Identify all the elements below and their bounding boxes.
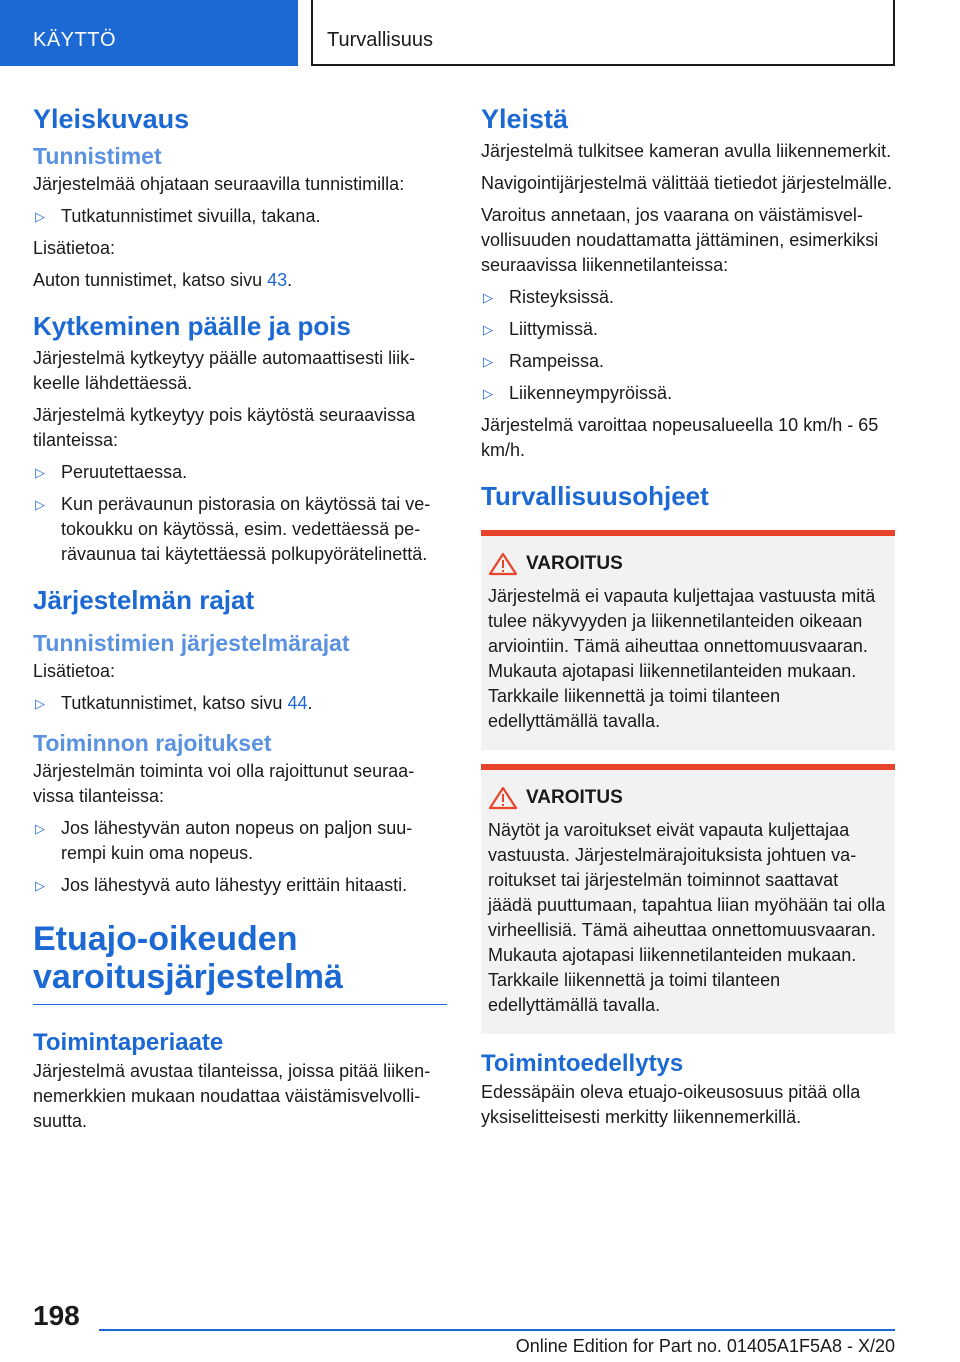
prereq-heading: Toimintoedellytys	[481, 1050, 684, 1077]
principle-text: Järjestelmä avustaa tilanteissa, joissa pitää liikennemerkkien mukaan noudattaa väistämisvelvollisuutta.	[33, 1061, 431, 1131]
prereq-text: Edessäpäin oleva etuajo-oikeusosuus pitää olla yksiselitteisesti merkitty liikennemerkillä.	[481, 1082, 861, 1127]
more-info-text: Auton tunnistimet, katso sivu 43.	[33, 270, 293, 290]
limits-heading: Järjestelmän rajat	[33, 585, 255, 615]
principle-heading: Toimintaperiaate	[33, 1029, 224, 1056]
list-item: ▷ Tutkatunnistimet, katso sivu 44.	[33, 691, 447, 716]
list-item: ▷ Jos lähestyvä auto lähestyy erittäin hitaasti.	[33, 873, 447, 898]
left-column	[33, 98, 447, 1141]
general-text-2: Navigointijärjestelmä välittää tietiedot järjestelmälle.	[481, 173, 893, 193]
onoff-list	[33, 460, 447, 567]
warning-header	[488, 552, 887, 576]
sensor-limits-heading: Tunnistimien järjestelmärajat	[33, 630, 350, 656]
warning-text: Järjestelmä ei vapauta kuljettajaa vastuusta mitä tulee näkyvyyden ja liikennetilanteiden oikeaan arviointiin. Tämä aiheuttaa onnettomuusvaaran. Mukauta ajotapasi liikennetilanteiden mukaan. Tarkkaile liikennettä ja toimi tilanteen edellyttämällä tavalla.	[488, 586, 876, 731]
overview-heading: Yleiskuvaus	[33, 104, 190, 134]
func-limits-list	[33, 816, 447, 898]
triangle-right-icon: ▷	[483, 322, 493, 337]
general-text-3: Varoitus annetaan, jos vaarana on väistämisvelvollisuuden noudattamatta jättäminen, esimerkiksi seuraavissa liikennetilanteissa:	[481, 205, 879, 275]
list-item: ▷ Kun perävaunun pistorasia on käytössä tai vetokoukku on käytössä, esim. vedettäessä perävaunua tai käytettäessä polkupyörätelinettä.	[35, 494, 431, 564]
general-list	[481, 285, 895, 406]
warning-header	[488, 786, 887, 810]
warning-triangle-icon	[488, 786, 518, 810]
section-tab: KÄYTTÖ	[0, 0, 298, 66]
page-link-44[interactable]: 44	[287, 693, 308, 713]
triangle-right-icon: ▷	[35, 209, 45, 224]
onoff-text-2: Järjestelmä kytkeytyy pois käytöstä seuraavissa tilanteissa:	[33, 405, 416, 450]
general-heading: Yleistä	[481, 104, 569, 134]
footer-edition: Online Edition for Part no. 01405A1F5A8 - X/20	[515, 1336, 895, 1356]
chapter-tab: Turvallisuus	[311, 0, 895, 66]
list-item: ▷ Risteyksissä.	[481, 285, 895, 310]
func-limits-text: Järjestelmän toiminta voi olla rajoittunut seuraavissa tilanteissa:	[33, 761, 415, 806]
triangle-right-icon: ▷	[35, 465, 45, 480]
warning-box	[481, 764, 895, 1034]
sensor-limits-list	[33, 691, 447, 716]
page-header	[0, 0, 960, 66]
page-link-43[interactable]: 43	[267, 270, 288, 290]
triangle-right-icon: ▷	[35, 878, 45, 893]
sensors-list	[33, 204, 447, 229]
safety-heading: Turvallisuusohjeet	[481, 481, 709, 511]
sensors-heading: Tunnistimet	[33, 143, 162, 169]
onoff-text-1: Järjestelmä kytkeytyy päälle automaattisesti liikkeelle lähdettäessä.	[33, 348, 416, 393]
list-item: ▷ Liittymissä.	[481, 317, 895, 342]
func-limits-heading: Toiminnon rajoitukset	[33, 730, 272, 756]
triangle-right-icon: ▷	[35, 696, 45, 711]
triangle-right-icon: ▷	[35, 497, 45, 512]
general-text-1: Järjestelmä tulkitsee kameran avulla liikennemerkit.	[481, 141, 892, 161]
page-number: 198	[33, 1300, 80, 1331]
sensors-text: Järjestelmää ohjataan seuraavilla tunnistimilla:	[33, 174, 405, 194]
list-item: ▷ Jos lähestyvän auton nopeus on paljon suurempi kuin oma nopeus.	[35, 818, 413, 863]
general-text-4: Järjestelmä varoittaa nopeusalueella 10 km/h - 65 km/h.	[481, 415, 879, 460]
triangle-right-icon: ▷	[483, 386, 493, 401]
warning-triangle-icon	[488, 552, 518, 576]
chapter-title: Etuajo-oikeuden varoitusjärjestelmä	[33, 920, 447, 1005]
more-info-label: Lisätietoa:	[33, 238, 116, 258]
warning-label: VAROITUS	[526, 787, 623, 808]
warning-label: VAROITUS	[526, 553, 623, 574]
onoff-heading: Kytkeminen päälle ja pois	[33, 311, 351, 341]
triangle-right-icon: ▷	[35, 821, 45, 836]
list-item: ▷ Tutkatunnistimet sivuilla, takana.	[33, 204, 447, 229]
warning-text: Näytöt ja varoitukset eivät vapauta kuljettajaa vastuusta. Järjestelmärajoituksista johtuen varoitukset tai järjestelmän toiminnot saattavat jäädä puuttumaan, tapahtua liian myöhään tai olla virheellisiä. Tämä aiheuttaa onnettomuusvaaran. Mukauta ajotapasi liikennetilanteiden mukaan. Tarkkaile liikennettä ja toimi tilanteen edellyttämällä tavalla.	[488, 820, 886, 1015]
right-column	[481, 98, 895, 1137]
warning-box	[481, 530, 895, 750]
list-item: ▷ Liikenneympyröissä.	[481, 381, 895, 406]
list-item: ▷ Peruutettaessa.	[33, 460, 447, 485]
footer-divider	[99, 1329, 895, 1331]
list-item: ▷ Rampeissa.	[481, 349, 895, 374]
more-info-label-2: Lisätietoa:	[33, 661, 116, 681]
triangle-right-icon: ▷	[483, 290, 493, 305]
triangle-right-icon: ▷	[483, 354, 493, 369]
